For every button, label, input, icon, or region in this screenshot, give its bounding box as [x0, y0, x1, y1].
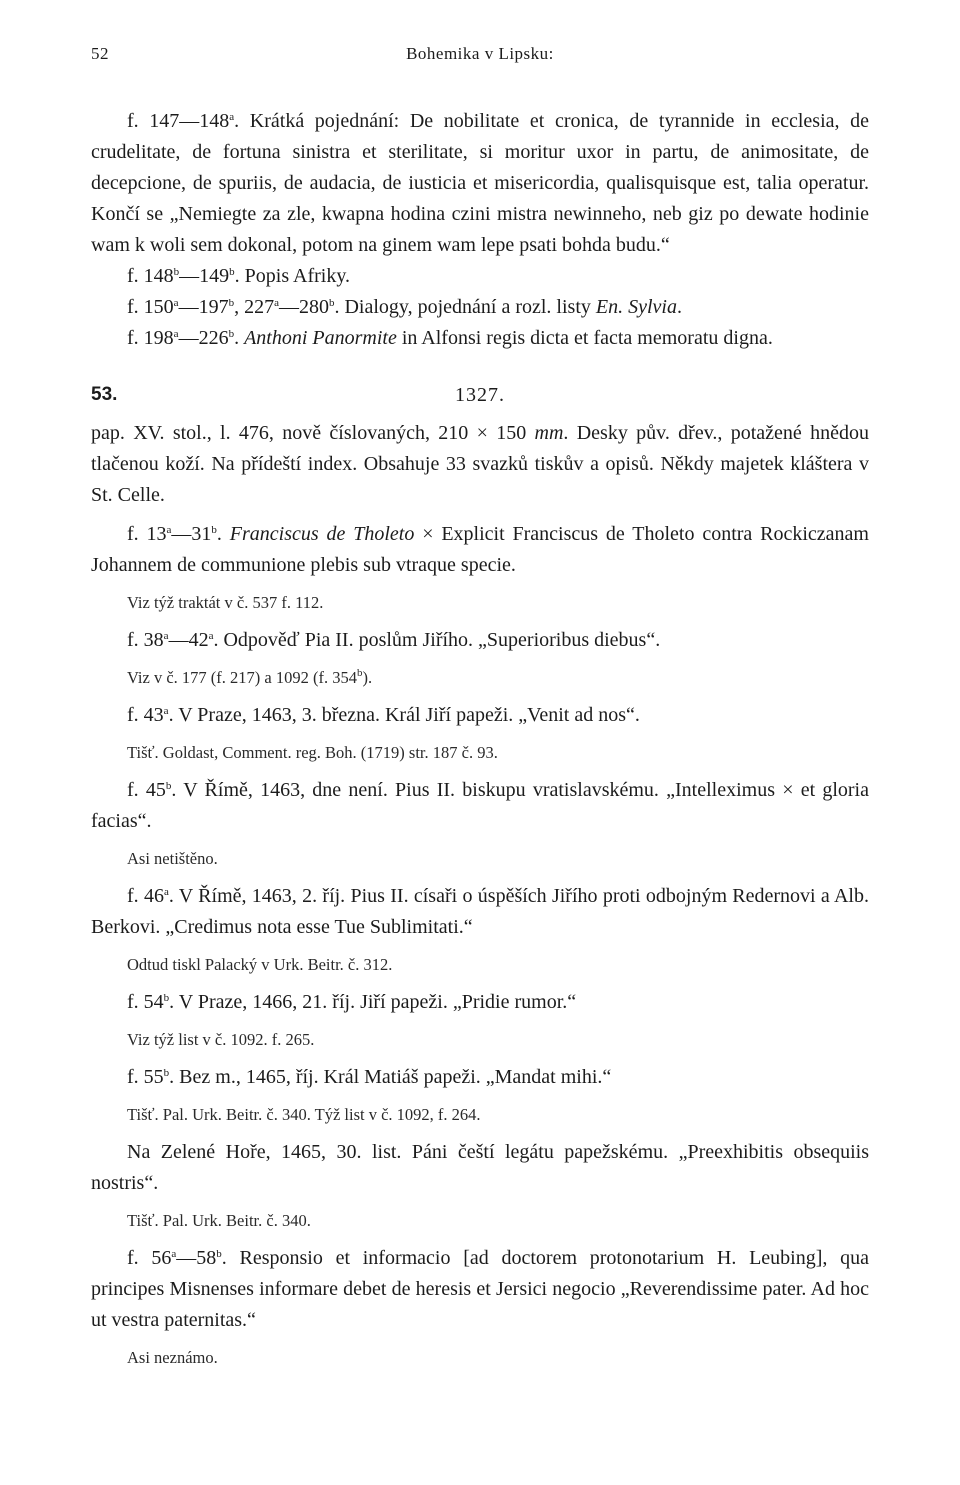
item-paragraph: f. 45$^b$. V Římě, 1463, dne není. Pius II. biskupu vratislavskému. „Intelleximus × et gloria facias“. — [91, 779, 869, 832]
item-note: Asi neznámo. — [127, 1348, 218, 1367]
item-note: Tišť. Pal. Urk. Beitr. č. 340. — [127, 1211, 311, 1230]
item-note: Viz v č. 177 (f. 217) a 1092 (f. 354$^b$). — [127, 667, 373, 687]
item-paragraph: f. 43$^a$. V Praze, 1463, 3. března. Král Jiří papeži. „Venit ad nos“. — [127, 704, 640, 726]
item-paragraph: f. 38$^a$—42$^a$. Odpověď Pia II. poslům Jiřího. „Superioribus diebus“. — [127, 629, 661, 651]
item-note: Viz týž traktát v č. 537 f. 112. — [127, 593, 324, 612]
page-header — [91, 44, 869, 74]
paragraph: f. 150$^a$—197$^b$, 227$^a$—280$^b$. Dialogy, pojednání a rozl. listy En. Sylvia. — [127, 296, 682, 318]
running-title: Bohemika v Lipsku: — [406, 44, 554, 63]
entry-year: 1327. — [455, 384, 505, 406]
item-note: Odtud tiskl Palacký v Urk. Beitr. č. 312. — [127, 955, 393, 974]
paragraph: f. 147—148$^a$. Krátká pojednání: De nobilitate et cronica, de tyrannide in ecclesia, de crudelitate, de fortuna sinistra et sterilitate, si moritur uxor in partu, de animositate, de decepcione, de spuriis, de audacia, de iusticia et misericordia, qualisquisque est, talia operatur. Končí se „Nemiegte za zle, kwapna hodina czini mistra newinneho, neb giz po dewate hodinie wam k woli sem dokonal, potom na ginem wam lepe psati bohda budu.“ — [91, 110, 869, 256]
entry-heading — [91, 378, 869, 418]
item-paragraph: f. 54$^b$. V Praze, 1466, 21. říj. Jiří papeži. „Pridie rumor.“ — [127, 991, 577, 1013]
item-note: Viz týž list v č. 1092. f. 265. — [127, 1030, 315, 1049]
item-paragraph: Na Zelené Hoře, 1465, 30. list. Páni čeští legátu papežskému. „Preexhibitis obsequiis nostris“. — [91, 1141, 869, 1194]
paragraph: f. 198$^a$—226$^b$. Anthoni Panormite in Alfonsi regis dicta et facta memoratu digna. — [127, 327, 773, 349]
paragraph: f. 148$^b$—149$^b$. Popis Afriky. — [127, 265, 351, 287]
page-number: 52 — [91, 44, 109, 63]
item-paragraph: f. 56$^a$—58$^b$. Responsio et informacio [ad doctorem protonotarium H. Leubing], qua principes Misnenses informare debet de heresis et Jersici negocio „Reverendissime pater. Ad hoc ut vestra paternitas.“ — [91, 1247, 869, 1331]
item-note: Asi netištěno. — [127, 849, 218, 868]
item-paragraph: f. 13$^a$—31$^b$. Franciscus de Tholeto × Explicit Franciscus de Tholeto contra Rockiczanam Johannem de communione plebis sub vtraque specie. — [91, 523, 869, 576]
item-paragraph: f. 46$^a$. V Římě, 1463, 2. říj. Pius II. císaři o úspěších Jiřího proti odbojným Redernovi a Alb. Berkovi. „Credimus nota esse Tue Sublimitati.“ — [91, 885, 869, 938]
entry-number: 53. — [91, 384, 118, 405]
entry-description: pap. XV. stol., l. 476, nově číslovaných, 210 × 150 mm. Desky pův. dřev., potažené hnědou tlačenou koží. Na přídeští index. Obsahuje 33 svazků tiskův a opisů. Někdy majetek kláštera v St. Celle. — [91, 422, 870, 506]
page-body — [91, 106, 869, 1370]
item-note: Tišť. Goldast, Comment. reg. Boh. (1719) str. 187 č. 93. — [127, 743, 498, 762]
item-paragraph: f. 55$^b$. Bez m., 1465, říj. Král Matiáš papeži. „Mandat mihi.“ — [127, 1066, 612, 1088]
item-note: Tišť. Pal. Urk. Beitr. č. 340. Týž list v č. 1092, f. 264. — [127, 1105, 481, 1124]
